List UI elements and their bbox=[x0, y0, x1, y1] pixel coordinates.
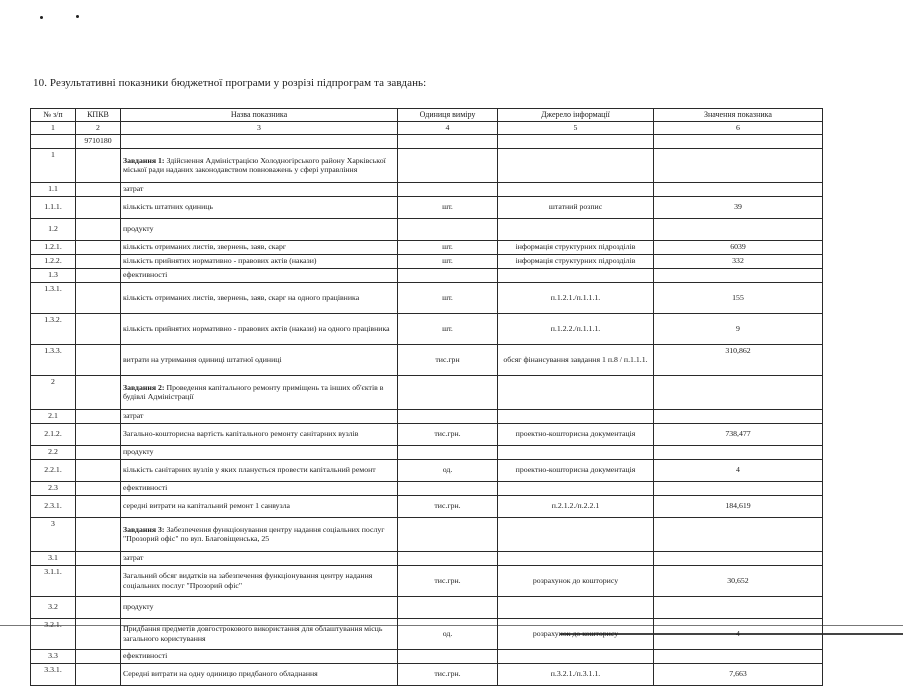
indicator-source: проектно-кошторисна документація bbox=[498, 423, 654, 445]
row-number: 1.3.1. bbox=[31, 282, 76, 313]
section-heading: 10. Результативні показники бюджетної програми у розрізі підпрограм та завдань: bbox=[33, 77, 427, 89]
indicator-name: кількість санітарних вузлів у яких планується провести капітальний ремонт bbox=[121, 459, 398, 481]
indicator-source: п.1.2.1./п.1.1.1. bbox=[498, 282, 654, 313]
row-number: 1.3 bbox=[31, 268, 76, 282]
column-number: 6 bbox=[654, 122, 823, 135]
indicator-name: Загальний обсяг видатків на забезпечення функціонування центру надання соціальних послуг "Прозорий офіс" bbox=[121, 565, 398, 596]
indicator-name: кількість отриманих листів, звернень, заяв, скарг на одного працівника bbox=[121, 282, 398, 313]
column-number: 1 bbox=[31, 122, 76, 135]
row-number: 2 bbox=[31, 375, 76, 409]
indicator-row bbox=[31, 240, 823, 254]
indicator-unit: шт. bbox=[398, 313, 498, 344]
indicator-value: 4 bbox=[654, 618, 823, 649]
col-header-value: Значення показника bbox=[654, 109, 823, 122]
indicator-source: розрахунок до кошторису bbox=[498, 565, 654, 596]
indicator-value: 6039 bbox=[654, 240, 823, 254]
row-number: 1 bbox=[31, 148, 76, 182]
indicator-unit: од. bbox=[398, 459, 498, 481]
row-number: 3.1 bbox=[31, 551, 76, 565]
indicator-unit: од. bbox=[398, 618, 498, 649]
kpkv-row bbox=[31, 134, 823, 148]
task-row bbox=[31, 517, 823, 551]
row-number: 3.3.1. bbox=[31, 663, 76, 685]
row-number: 2.2 bbox=[31, 445, 76, 459]
indicator-name: кількість отриманих листів, звернень, заяв, скарг bbox=[121, 240, 398, 254]
indicator-value: 9 bbox=[654, 313, 823, 344]
indicator-source: проектно-кошторисна документація bbox=[498, 459, 654, 481]
column-number: 4 bbox=[398, 122, 498, 135]
scan-speck bbox=[76, 15, 79, 18]
kpkv-code: 9710180 bbox=[76, 134, 121, 148]
indicator-row bbox=[31, 663, 823, 685]
indicator-unit: шт. bbox=[398, 282, 498, 313]
row-number: 3.1.1. bbox=[31, 565, 76, 596]
category-row bbox=[31, 182, 823, 196]
row-number: 1.3.2. bbox=[31, 313, 76, 344]
row-number: 2.3 bbox=[31, 481, 76, 495]
row-number: 2.1.2. bbox=[31, 423, 76, 445]
indicator-source: штатний розпис bbox=[498, 196, 654, 218]
category-row bbox=[31, 445, 823, 459]
indicator-source: інформація структурних підрозділів bbox=[498, 240, 654, 254]
indicator-source: розрахунок до кошторису bbox=[498, 618, 654, 649]
indicator-unit: шт. bbox=[398, 240, 498, 254]
indicator-name: витрати на утримання одиниці штатної одиниці bbox=[121, 344, 398, 375]
category-label: продукту bbox=[121, 445, 398, 459]
indicator-unit: тис.грн. bbox=[398, 565, 498, 596]
category-label: затрат bbox=[121, 551, 398, 565]
performance-indicators-table bbox=[30, 108, 823, 686]
column-number: 5 bbox=[498, 122, 654, 135]
row-number: 1.2 bbox=[31, 218, 76, 240]
scan-speck bbox=[40, 16, 43, 19]
row-number: 2.2.1. bbox=[31, 459, 76, 481]
category-label: ефективності bbox=[121, 268, 398, 282]
category-row bbox=[31, 596, 823, 618]
indicator-unit: тис.грн. bbox=[398, 495, 498, 517]
indicator-row bbox=[31, 459, 823, 481]
task-label: Завдання 1: bbox=[123, 155, 165, 165]
category-row bbox=[31, 551, 823, 565]
indicator-value: 184,619 bbox=[654, 495, 823, 517]
category-label: затрат bbox=[121, 409, 398, 423]
indicator-name: кількість прийнятих нормативно - правових актів (накази) bbox=[121, 254, 398, 268]
column-number: 3 bbox=[121, 122, 398, 135]
col-header-kpkv: КПКВ bbox=[76, 109, 121, 122]
category-label: ефективності bbox=[121, 649, 398, 663]
task-text: Здійснення Адміністрацією Холодногірського району Харківської міської ради наданих законодавством повноважень у сфері управління bbox=[123, 155, 386, 175]
indicator-row bbox=[31, 565, 823, 596]
column-number: 2 bbox=[76, 122, 121, 135]
task-description bbox=[121, 375, 398, 409]
header-row bbox=[31, 109, 823, 122]
row-number: 3.2.1. bbox=[31, 618, 76, 649]
indicator-unit: тис.грн. bbox=[398, 663, 498, 685]
indicator-row bbox=[31, 495, 823, 517]
task-description bbox=[121, 148, 398, 182]
category-label: затрат bbox=[121, 182, 398, 196]
col-header-number: № з/п bbox=[31, 109, 76, 122]
indicator-unit: шт. bbox=[398, 196, 498, 218]
row-number: 1.2.1. bbox=[31, 240, 76, 254]
indicator-row bbox=[31, 254, 823, 268]
col-header-source: Джерело інформації bbox=[498, 109, 654, 122]
category-label: ефективності bbox=[121, 481, 398, 495]
row-number: 1.3.3. bbox=[31, 344, 76, 375]
indicator-source: п.3.2.1./п.3.1.1. bbox=[498, 663, 654, 685]
indicator-name: Придбання предметів довгострокового використання для облаштування місць загального користування bbox=[121, 618, 398, 649]
column-number-row bbox=[31, 122, 823, 135]
task-row bbox=[31, 148, 823, 182]
indicator-value: 30,652 bbox=[654, 565, 823, 596]
task-label: Завдання 2: bbox=[123, 382, 165, 392]
category-row bbox=[31, 218, 823, 240]
indicator-unit: тис.грн. bbox=[398, 423, 498, 445]
row-number: 3 bbox=[31, 517, 76, 551]
indicator-source: п.2.1.2./п.2.2.1 bbox=[498, 495, 654, 517]
indicator-unit: шт. bbox=[398, 254, 498, 268]
row-number: 2.3.1. bbox=[31, 495, 76, 517]
indicator-source: обсяг фінансування завдання 1 п.8 / п.1.1.1. bbox=[498, 344, 654, 375]
indicator-value: 738,477 bbox=[654, 423, 823, 445]
col-header-unit: Одиниця виміру bbox=[398, 109, 498, 122]
indicator-row bbox=[31, 282, 823, 313]
task-row bbox=[31, 375, 823, 409]
indicator-value: 4 bbox=[654, 459, 823, 481]
category-row bbox=[31, 649, 823, 663]
indicator-unit: тис.грн bbox=[398, 344, 498, 375]
indicator-name: Середні витрати на одну одиницю придбаного обладнання bbox=[121, 663, 398, 685]
col-header-indicator-name: Назва показника bbox=[121, 109, 398, 122]
row-number: 1.2.2. bbox=[31, 254, 76, 268]
indicator-value: 332 bbox=[654, 254, 823, 268]
indicator-value: 39 bbox=[654, 196, 823, 218]
task-label: Завдання 3: bbox=[123, 524, 165, 534]
category-row bbox=[31, 409, 823, 423]
task-description bbox=[121, 517, 398, 551]
indicator-value: 155 bbox=[654, 282, 823, 313]
indicator-value: 7,663 bbox=[654, 663, 823, 685]
category-label: продукту bbox=[121, 596, 398, 618]
row-number: 3.3 bbox=[31, 649, 76, 663]
indicator-row bbox=[31, 313, 823, 344]
indicator-row bbox=[31, 618, 823, 649]
row-number: 1.1.1. bbox=[31, 196, 76, 218]
task-text: Проведення капітального ремонту приміщень та інших об'єктів в будівлі Адміністрації bbox=[123, 382, 384, 402]
indicator-value: 310,862 bbox=[654, 344, 823, 375]
row-number: 3.2 bbox=[31, 596, 76, 618]
category-label: продукту bbox=[121, 218, 398, 240]
indicator-source: інформація структурних підрозділів bbox=[498, 254, 654, 268]
indicator-row bbox=[31, 344, 823, 375]
row-number: 1.1 bbox=[31, 182, 76, 196]
indicator-row bbox=[31, 196, 823, 218]
category-row bbox=[31, 268, 823, 282]
indicator-source: п.1.2.2./п.1.1.1. bbox=[498, 313, 654, 344]
category-row bbox=[31, 481, 823, 495]
row-number: 2.1 bbox=[31, 409, 76, 423]
indicator-name: Загально-кошторисна вартість капітального ремонту санітарних вузлів bbox=[121, 423, 398, 445]
task-text: Забезпечення функціонування центру надання соціальних послуг "Прозорий офіс" по вул. Благовіщенська, 25 bbox=[123, 524, 385, 544]
indicator-name: кількість прийнятих нормативно - правових актів (накази) на одного працівника bbox=[121, 313, 398, 344]
indicator-name: кількість штатних одиниць bbox=[121, 196, 398, 218]
indicator-row bbox=[31, 423, 823, 445]
indicator-name: середні витрати на капітальний ремонт 1 санвузла bbox=[121, 495, 398, 517]
